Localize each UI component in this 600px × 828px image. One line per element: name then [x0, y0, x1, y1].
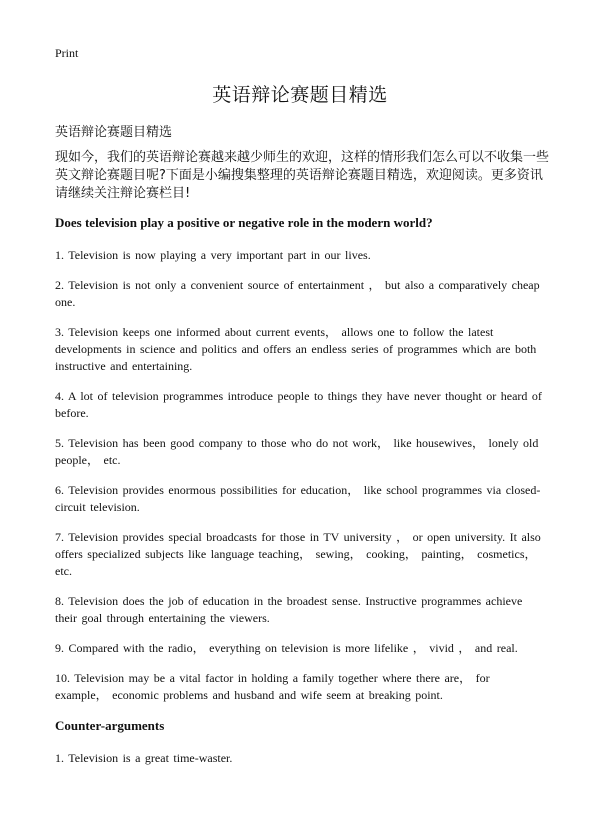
- page-title: 英语辩论赛题目精选: [212, 84, 388, 106]
- argument-point-10: 10. Television may be a vital factor in holding a family together where there are， for example， economic problems and husband and wife seem at breaking point.: [55, 671, 490, 702]
- argument-point-9: 9. Compared with the radio， everything on television is more lifelike ， vivid ， and real.: [55, 641, 518, 655]
- argument-point-5: 5. Television has been good company to those who do not work， like housewives， lonely old people， etc.: [55, 436, 539, 467]
- argument-point-8: 8. Television does the job of education in the broadest sense. Instructive programmes achieve their goal through entertaining the viewers.: [55, 594, 523, 625]
- page-subtitle: 英语辩论赛题目精选: [55, 125, 173, 140]
- counter-arguments-heading: Counter-arguments: [55, 718, 165, 733]
- argument-point-1: 1. Television is now playing a very important part in our lives.: [55, 248, 371, 262]
- intro-paragraph: 现如今，我们的英语辩论赛越来越少师生的欢迎，这样的情形我们怎么可以不收集一些英文辩论赛题目呢?下面是小编搜集整理的英语辩论赛题目精选，欢迎阅读。更多资讯请继续关注辩论赛栏目!: [55, 150, 550, 201]
- argument-point-4: 4. A lot of television programmes introduce people to things they have never thought or heard of before.: [55, 389, 542, 420]
- argument-point-6: 6. Television provides enormous possibilities for education， like school programmes via closed-circuit television.: [55, 483, 541, 514]
- debate-question: Does television play a positive or negative role in the modern world?: [55, 215, 433, 230]
- article-body: [55, 214, 545, 780]
- counter-point-1: 1. Television is a great time-waster.: [55, 751, 233, 765]
- argument-point-7: 7. Television provides special broadcasts for those in TV university ， or open university. It also offers specialized subjects like language teaching， sewing， cooking， painting， cosmetics， etc.: [55, 530, 541, 578]
- argument-point-3: 3. Television keeps one informed about current events， allows one to follow the latest developments in science and politics and offers an endless series of programmes which are both instructive and entertaining.: [55, 325, 537, 373]
- print-link[interactable]: Print: [55, 46, 79, 60]
- argument-point-2: 2. Television is not only a convenient source of entertainment ， but also a comparatively cheap one.: [55, 278, 540, 309]
